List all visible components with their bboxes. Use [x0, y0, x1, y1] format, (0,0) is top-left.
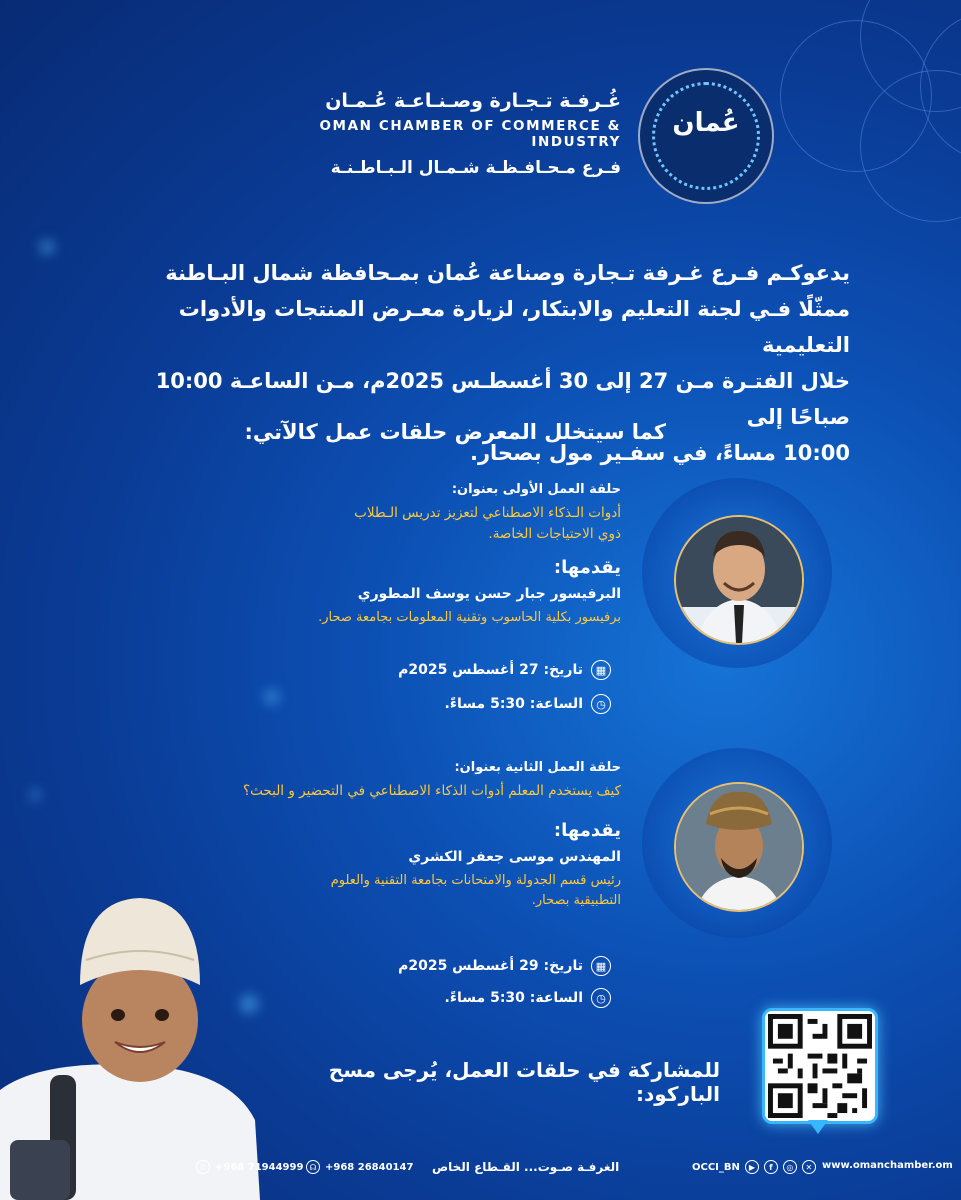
- x-icon[interactable]: ✕: [802, 1160, 816, 1174]
- decor-glow: [265, 690, 279, 704]
- workshop-title-line: ذوي الاحتياجات الخاصة.: [488, 526, 621, 542]
- presenter-2-photo: [674, 782, 804, 912]
- workshop-label: حلقة العمل الأولى بعنوان:: [451, 482, 621, 497]
- logo-calligraphy: عُمان: [672, 108, 740, 138]
- date-text: تاريخ: 27 أغسطس 2025م: [398, 662, 583, 678]
- clock-icon: ◷: [591, 694, 611, 714]
- branch-name: فـرع مـحـافـظـة شـمـال الـبـاطـنـة: [330, 158, 621, 178]
- presenter-1-photo: [674, 515, 804, 645]
- presenter-name: المهندس موسى جعفر الكشري: [408, 849, 621, 865]
- time-text: الساعة: 5:30 مساءً.: [444, 696, 583, 712]
- qr-pattern: [768, 1014, 872, 1118]
- presenter-label: يقدمها:: [553, 557, 621, 578]
- presenter-role-line: رئيس قسم الجدولة والامتحانات بجامعة التقنية والعلوم: [330, 873, 621, 888]
- instagram-icon[interactable]: ◎: [783, 1160, 797, 1174]
- org-name-arabic: غُـرفـة تـجـارة وصـنـاعـة عُـمـان: [325, 90, 621, 112]
- child-illustration: [0, 890, 270, 1200]
- footer-social: [692, 1160, 816, 1174]
- presenter-name: البرفيسور جبار حسن يوسف المطوري: [357, 586, 621, 602]
- invitation-line: 10:00 مساءً، في سفـير مول بصحار.: [469, 441, 850, 465]
- footer-website[interactable]: www.omanchamber.om: [822, 1160, 953, 1171]
- workshop-title-line: أدوات الـذكاء الاصطناعي لتعزيز تدريس الـطلاب: [354, 505, 621, 521]
- invitation-line: خلال الفتـرة مـن 27 إلى 30 أغسطـس 2025م، مـن الساعـة 10:00 صباحًا إلى: [155, 369, 850, 429]
- calendar-icon: ▦: [591, 956, 611, 976]
- qr-speech-tail: [808, 1120, 828, 1134]
- workshop-title-line: كيف يستخدم المعلم أدوات الذكاء الاصطناعي في التحضير و البحث؟: [242, 783, 621, 799]
- headset-icon: ☊: [306, 1160, 320, 1174]
- workshop-2: [181, 760, 621, 911]
- workshop-1-date: [398, 660, 611, 680]
- footer-phone[interactable]: [306, 1160, 413, 1174]
- youtube-icon[interactable]: ▶: [745, 1160, 759, 1174]
- workshop-2-time: [445, 988, 611, 1008]
- decor-glow: [30, 790, 40, 800]
- workshop-2-date: [398, 956, 611, 976]
- workshops-intro: كما سيتخلل المعرض حلقات عمل كالآتي:: [244, 420, 666, 444]
- decor-glow: [40, 240, 54, 254]
- workshop-title: [181, 503, 621, 545]
- workshop-label: حلقة العمل الثانية بعنوان:: [454, 760, 621, 775]
- date-text: تاريخ: 29 أغسطس 2025م: [398, 958, 583, 974]
- presenter-role-line: التطبيقية بصحار.: [531, 893, 621, 908]
- workshop-1-time: [445, 694, 611, 714]
- facebook-icon[interactable]: f: [764, 1160, 778, 1174]
- presenter-role: برفيسور بكلية الحاسوب وتقنية المعلومات بجامعة صحار.: [318, 610, 621, 625]
- workshop-1: [181, 482, 621, 628]
- time-text: الساعة: 5:30 مساءً.: [444, 990, 583, 1006]
- org-name-english: OMAN CHAMBER OF COMMERCE & INDUSTRY: [319, 118, 621, 150]
- phone-number: +968 26840147: [325, 1161, 414, 1173]
- presenter-label: يقدمها:: [553, 820, 621, 841]
- whatsapp-number: +968 71944999: [215, 1161, 304, 1173]
- qr-instruction: للمشاركة في حلقات العمل، يُرجى مسح الباركود:: [328, 1058, 720, 1106]
- header-brand: [261, 90, 621, 178]
- invitation-line: يدعوكـم فـرع غـرفة تـجارة وصناعة عُمان بمـحافظة شمال البـاطنة: [165, 261, 850, 285]
- invitation-line: ممثّلًا فـي لجنة التعليم والابتكار، لزيارة معـرض المنتجات والأدوات التعليمية: [178, 297, 850, 357]
- calendar-icon: ▦: [591, 660, 611, 680]
- whatsapp-icon: ✆: [196, 1160, 210, 1174]
- footer-slogan: الغرفـة صـوت... القـطاع الخاص: [432, 1160, 620, 1174]
- workshop-title: [181, 781, 621, 802]
- footer-whatsapp[interactable]: [196, 1160, 303, 1174]
- clock-icon: ◷: [591, 988, 611, 1008]
- social-handle: OCCI_BN: [692, 1161, 740, 1173]
- qr-code[interactable]: [762, 1008, 878, 1124]
- chamber-logo: [638, 68, 774, 204]
